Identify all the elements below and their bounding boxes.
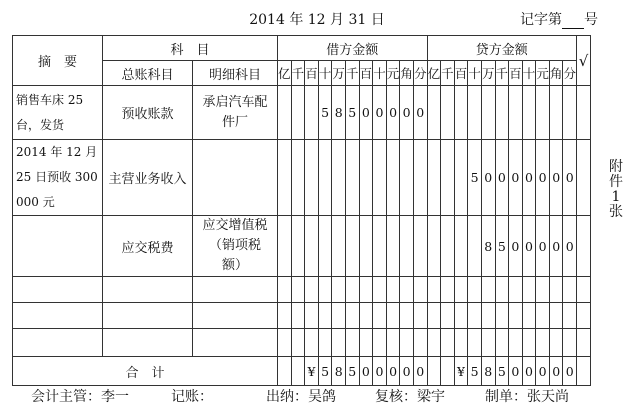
row-general-ledger: 预收账款 [103, 86, 193, 140]
debit-digit [318, 216, 332, 277]
credit-digit [481, 329, 495, 357]
credit-digit [549, 329, 563, 357]
debit-digit: 0 [359, 86, 373, 140]
debit-digit [332, 329, 346, 357]
credit-unit-header: 十 [468, 61, 482, 86]
debit-digit [291, 277, 305, 303]
credit-digit [454, 329, 468, 357]
debit-digit [332, 277, 346, 303]
voucher-row [13, 303, 591, 329]
credit-digit: 0 [536, 216, 550, 277]
total-credit-digit: 0 [563, 357, 577, 386]
debit-digit [359, 140, 373, 216]
credit-digit [441, 86, 455, 140]
total-credit-digit: 0 [549, 357, 563, 386]
debit-digit [373, 303, 387, 329]
row-summary [13, 329, 103, 357]
debit-digit: 0 [386, 86, 400, 140]
voucher-suffix: 号 [584, 12, 598, 28]
debit-digit [373, 329, 387, 357]
credit-digit [427, 140, 441, 216]
debit-digit [386, 216, 400, 277]
credit-digit: 0 [549, 216, 563, 277]
debit-digit [413, 140, 427, 216]
credit-digit [536, 329, 550, 357]
debit-digit [278, 303, 292, 329]
debit-digit [305, 277, 319, 303]
credit-digit [454, 140, 468, 216]
credit-digit [468, 329, 482, 357]
debit-digit: 5 [345, 86, 359, 140]
credit-digit [536, 303, 550, 329]
credit-digit [495, 303, 509, 329]
credit-digit [427, 86, 441, 140]
debit-digit [291, 86, 305, 140]
voucher-row [13, 277, 591, 303]
attachment-char: 附 [609, 159, 623, 175]
attachment-char: 件 [609, 174, 623, 190]
row-detail-account [193, 303, 278, 329]
debit-digit [332, 216, 346, 277]
debit-digit [359, 216, 373, 277]
debit-digit: 0 [400, 86, 414, 140]
credit-digit [481, 303, 495, 329]
credit-digit: 5 [495, 216, 509, 277]
credit-digit [522, 277, 536, 303]
debit-digit [386, 329, 400, 357]
credit-digit [563, 86, 577, 140]
debit-digit [400, 140, 414, 216]
row-check [577, 277, 591, 303]
check-mark-header: √ [577, 36, 591, 86]
debit-digit [305, 140, 319, 216]
row-summary: 2014 年 12 月 25 日预收 300 000 元 [13, 140, 103, 216]
total-credit-digit: ¥ [454, 357, 468, 386]
general-ledger-header: 总账科目 [103, 61, 193, 86]
row-detail-account: 承启汽车配件厂 [193, 86, 278, 140]
attachment-char: 张 [609, 204, 623, 220]
debit-digit [400, 216, 414, 277]
credit-digit [468, 86, 482, 140]
row-summary [13, 216, 103, 277]
debit-digit [400, 277, 414, 303]
row-general-ledger: 应交税费 [103, 216, 193, 277]
credit-digit [441, 216, 455, 277]
total-credit-digit [427, 357, 441, 386]
row-detail-account [193, 329, 278, 357]
credit-unit-header: 角 [549, 61, 563, 86]
debit-digit [278, 140, 292, 216]
total-debit-digit: 0 [413, 357, 427, 386]
debit-digit [413, 216, 427, 277]
credit-digit [468, 303, 482, 329]
summary-header: 摘 要 [13, 36, 103, 86]
debit-unit-header: 十 [373, 61, 387, 86]
total-credit-digit: 5 [495, 357, 509, 386]
debit-digit [413, 303, 427, 329]
row-detail-account [193, 140, 278, 216]
debit-unit-header: 百 [359, 61, 373, 86]
credit-digit [481, 86, 495, 140]
debit-unit-header: 十 [318, 61, 332, 86]
credit-digit: 0 [522, 140, 536, 216]
debit-digit [318, 303, 332, 329]
total-debit-digit: 0 [400, 357, 414, 386]
credit-digit [441, 303, 455, 329]
credit-digit: 0 [495, 140, 509, 216]
voucher-row [13, 140, 591, 216]
debit-unit-header: 万 [332, 61, 346, 86]
debit-digit [318, 140, 332, 216]
detail-account-header: 明细科目 [193, 61, 278, 86]
row-summary: 销售车床 25 台，发货 [13, 86, 103, 140]
total-label: 合 计 [13, 357, 278, 386]
debit-digit [332, 140, 346, 216]
voucher-date: 2014 年 12 月 31 日 [249, 12, 385, 28]
credit-digit [454, 86, 468, 140]
credit-digit: 5 [468, 140, 482, 216]
credit-digit [563, 329, 577, 357]
credit-digit [509, 329, 523, 357]
voucher-row [13, 329, 591, 357]
cashier-signature: 出纳：吴鸽 [266, 389, 336, 405]
total-debit-digit: 0 [373, 357, 387, 386]
subject-header: 科 目 [103, 36, 278, 61]
preparer-signature: 制单：张天尚 [485, 389, 569, 405]
debit-unit-header: 元 [386, 61, 400, 86]
debit-digit: 0 [373, 86, 387, 140]
debit-digit [345, 277, 359, 303]
total-debit-digit: 0 [359, 357, 373, 386]
credit-unit-header: 元 [536, 61, 550, 86]
credit-unit-header: 亿 [427, 61, 441, 86]
row-summary [13, 277, 103, 303]
bookkeeper-signature: 记账： [171, 389, 213, 405]
debit-digit: 8 [332, 86, 346, 140]
debit-digit [413, 277, 427, 303]
credit-unit-header: 分 [563, 61, 577, 86]
debit-digit [359, 277, 373, 303]
debit-unit-header: 角 [400, 61, 414, 86]
debit-digit [332, 303, 346, 329]
debit-digit: 5 [318, 86, 332, 140]
total-debit-digit [278, 357, 292, 386]
credit-digit [509, 86, 523, 140]
credit-digit [509, 303, 523, 329]
credit-digit [427, 216, 441, 277]
credit-digit [481, 277, 495, 303]
credit-digit [549, 303, 563, 329]
debit-digit [386, 277, 400, 303]
credit-digit: 0 [536, 140, 550, 216]
debit-digit [291, 329, 305, 357]
credit-digit [427, 329, 441, 357]
credit-digit: 0 [481, 140, 495, 216]
voucher-row [13, 86, 591, 140]
debit-digit [318, 277, 332, 303]
debit-digit [345, 216, 359, 277]
debit-digit [345, 140, 359, 216]
row-check [577, 86, 591, 140]
debit-digit [305, 216, 319, 277]
total-credit-digit: 0 [522, 357, 536, 386]
total-debit-digit: 0 [386, 357, 400, 386]
credit-digit [468, 277, 482, 303]
debit-unit-header: 分 [413, 61, 427, 86]
debit-digit [278, 277, 292, 303]
row-general-ledger: 主营业务收入 [103, 140, 193, 216]
total-credit-digit [441, 357, 455, 386]
total-debit-digit: 5 [318, 357, 332, 386]
voucher-number-blank [562, 15, 584, 29]
credit-digit [441, 277, 455, 303]
credit-digit [495, 277, 509, 303]
credit-digit [536, 277, 550, 303]
debit-digit [345, 329, 359, 357]
total-check [577, 357, 591, 386]
credit-digit [563, 277, 577, 303]
credit-digit [427, 277, 441, 303]
debit-digit [386, 303, 400, 329]
credit-digit [509, 277, 523, 303]
row-check [577, 329, 591, 357]
credit-digit [468, 216, 482, 277]
credit-digit [549, 277, 563, 303]
debit-digit [400, 329, 414, 357]
credit-digit [495, 86, 509, 140]
row-general-ledger [103, 277, 193, 303]
credit-header: 贷方金额 [427, 36, 577, 61]
attachment-count [606, 160, 626, 220]
debit-digit [373, 140, 387, 216]
total-debit-digit: 5 [345, 357, 359, 386]
debit-digit [278, 216, 292, 277]
debit-unit-header: 千 [345, 61, 359, 86]
row-general-ledger [103, 329, 193, 357]
credit-digit [495, 329, 509, 357]
credit-digit [454, 303, 468, 329]
credit-digit: 0 [549, 140, 563, 216]
voucher-number [520, 9, 598, 29]
row-check [577, 140, 591, 216]
voucher-table [12, 35, 591, 386]
credit-unit-header: 百 [509, 61, 523, 86]
credit-digit: 0 [522, 216, 536, 277]
debit-digit [318, 329, 332, 357]
credit-digit [563, 303, 577, 329]
debit-digit [400, 303, 414, 329]
total-credit-digit: 0 [536, 357, 550, 386]
voucher-prefix: 记字第 [520, 12, 562, 28]
reviewer-signature: 复核：梁宇 [375, 389, 445, 405]
total-credit-digit: 0 [509, 357, 523, 386]
credit-unit-header: 十 [522, 61, 536, 86]
credit-unit-header: 百 [454, 61, 468, 86]
debit-digit: 0 [413, 86, 427, 140]
debit-digit [291, 303, 305, 329]
total-debit-digit [291, 357, 305, 386]
debit-unit-header: 百 [305, 61, 319, 86]
credit-digit: 0 [563, 216, 577, 277]
attachment-char: 1 [611, 189, 621, 205]
debit-unit-header: 千 [291, 61, 305, 86]
credit-unit-header: 万 [481, 61, 495, 86]
row-general-ledger [103, 303, 193, 329]
debit-digit [413, 329, 427, 357]
debit-header: 借方金额 [278, 36, 428, 61]
credit-digit [522, 86, 536, 140]
debit-digit [359, 329, 373, 357]
row-detail-account: 应交增值税（销项税额） [193, 216, 278, 277]
debit-digit [305, 303, 319, 329]
credit-digit [549, 86, 563, 140]
row-summary [13, 303, 103, 329]
debit-digit [373, 277, 387, 303]
credit-unit-header: 千 [495, 61, 509, 86]
row-check [577, 303, 591, 329]
debit-digit [278, 86, 292, 140]
debit-digit [278, 329, 292, 357]
credit-digit [522, 303, 536, 329]
debit-digit [291, 216, 305, 277]
credit-digit [441, 329, 455, 357]
voucher-row [13, 216, 591, 277]
row-detail-account [193, 277, 278, 303]
credit-digit: 0 [509, 140, 523, 216]
debit-digit [345, 303, 359, 329]
credit-digit: 8 [481, 216, 495, 277]
credit-unit-header: 千 [441, 61, 455, 86]
debit-digit [291, 140, 305, 216]
total-credit-digit: 8 [481, 357, 495, 386]
credit-digit: 0 [563, 140, 577, 216]
debit-digit [386, 140, 400, 216]
credit-digit [427, 303, 441, 329]
total-credit-digit: 5 [468, 357, 482, 386]
debit-digit [305, 329, 319, 357]
credit-digit: 0 [509, 216, 523, 277]
credit-digit [441, 140, 455, 216]
credit-digit [454, 277, 468, 303]
credit-digit [536, 86, 550, 140]
debit-digit [305, 86, 319, 140]
total-debit-digit: ¥ [305, 357, 319, 386]
debit-unit-header: 亿 [278, 61, 292, 86]
row-check [577, 216, 591, 277]
debit-digit [373, 216, 387, 277]
credit-digit [522, 329, 536, 357]
debit-digit [359, 303, 373, 329]
supervisor-signature: 会计主管：李一 [31, 389, 129, 405]
credit-digit [454, 216, 468, 277]
total-debit-digit: 8 [332, 357, 346, 386]
